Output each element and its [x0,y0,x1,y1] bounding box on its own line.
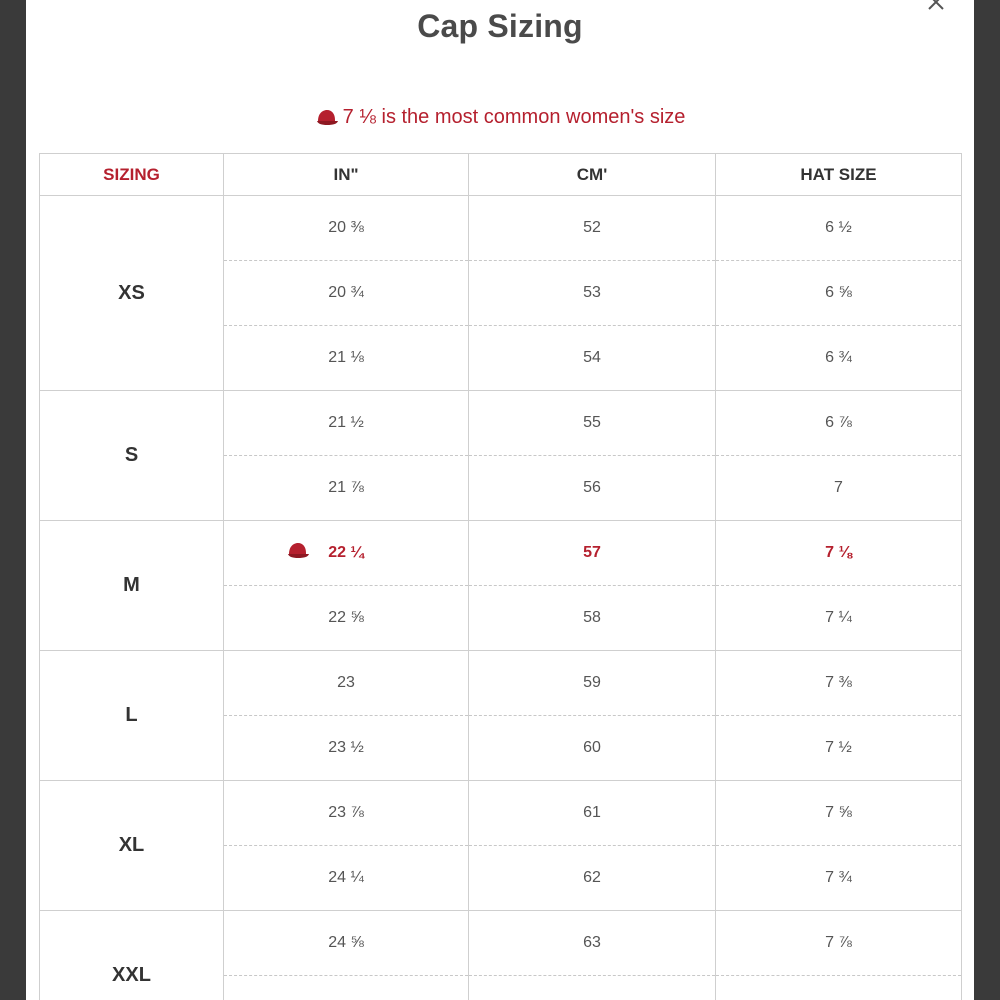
cell-value: 7 ⅝ [825,804,852,821]
size-label: XS [40,196,224,391]
cell-value: 23 [337,674,355,691]
hat-size-cell [716,196,962,261]
cm-cell [469,651,716,716]
cm-cell [469,456,716,521]
cell-value: 20 ⅜ [328,219,364,236]
cell-value: 20 ¾ [328,284,364,301]
hat-size-cell [716,261,962,326]
cell-value: 58 [583,609,601,626]
inches-cell [224,261,469,326]
cell-value: 7 ⅜ [825,674,852,691]
cell-value: 54 [583,349,601,366]
header-sizing: SIZING [40,154,224,196]
cell-value: 22 ¼ [328,544,364,562]
cell-value: 6 ⅞ [825,414,852,431]
cm-cell [469,976,716,1000]
cm-cell [469,781,716,846]
cell-value: 7 ¼ [825,609,852,626]
inches-cell [224,846,469,911]
table-row [40,391,962,456]
table-row [40,521,962,586]
cell-value: 24 ¼ [328,869,364,886]
common-size-note [26,106,974,132]
cap-icon [286,541,310,564]
table-row [40,196,962,261]
inches-cell [224,716,469,781]
cell-value: 6 ⅝ [825,284,852,301]
size-label: XXL [40,911,224,1000]
cell-value: 63 [583,934,601,951]
cell-value: 6 ½ [825,219,852,236]
cell-value: 21 ⅛ [328,349,364,366]
cell-value: 23 ½ [328,739,364,756]
cap-icon [315,108,339,132]
cell-value: 55 [583,414,601,431]
cell-value: 6 ¾ [825,349,852,366]
hat-size-cell [716,976,962,1000]
cm-cell [469,391,716,456]
table-row [40,781,962,846]
cell-value: 60 [583,739,601,756]
hat-size-cell [716,326,962,391]
cm-cell [469,716,716,781]
sizing-table-body [40,196,962,1000]
hat-size-cell [716,456,962,521]
table-row [40,651,962,716]
cell-value: 24 ⅝ [328,934,364,951]
cell-value: 7 ½ [825,739,852,756]
cell-value: 22 ⅝ [328,609,364,626]
size-label: L [40,651,224,781]
header-hat-size: HAT SIZE [716,154,962,196]
inches-cell [224,586,469,651]
cm-cell [469,196,716,261]
inches-cell [224,911,469,976]
cell-value: 7 [834,479,843,496]
inches-cell [224,456,469,521]
hat-size-cell [716,586,962,651]
cm-cell [469,586,716,651]
header-cm: CM' [469,154,716,196]
cell-value: 7 ¾ [825,869,852,886]
cell-value: 21 ⅞ [328,479,364,496]
hat-size-cell [716,521,962,586]
table-row [40,911,962,976]
cell-value: 59 [583,674,601,691]
cell-value: 7 ⅞ [825,934,852,951]
header-inches: IN" [224,154,469,196]
inches-cell [224,196,469,261]
hat-size-cell [716,651,962,716]
cell-value: 23 ⅞ [328,804,364,821]
cm-cell [469,846,716,911]
cell-value: 56 [583,479,601,496]
sizing-table [39,153,962,1000]
cell-value: 57 [583,544,601,561]
cm-cell [469,521,716,586]
hat-size-cell [716,391,962,456]
modal-title: Cap Sizing [417,8,583,44]
size-label: M [40,521,224,651]
size-label: S [40,391,224,521]
hat-size-cell [716,911,962,976]
cell-value: 21 ½ [328,414,364,431]
cell-value: 52 [583,219,601,236]
inches-cell [224,391,469,456]
inches-cell [224,781,469,846]
hat-size-cell [716,716,962,781]
size-label: XL [40,781,224,911]
hat-size-cell [716,781,962,846]
common-size-note-text: 7 ⅛ is the most common women's size [342,106,686,128]
cm-cell [469,326,716,391]
cell-value: 7 ⅛ [825,544,852,561]
cm-cell [469,261,716,326]
inches-cell [224,976,469,1000]
inches-cell [224,326,469,391]
cell-value: 62 [583,869,601,886]
header-row [40,154,962,196]
cm-cell [469,911,716,976]
hat-size-cell [716,846,962,911]
inches-cell [224,521,469,586]
inches-cell [224,651,469,716]
cell-value: 61 [583,804,601,821]
cell-value: 53 [583,284,601,301]
cap-sizing-modal [26,0,974,1000]
